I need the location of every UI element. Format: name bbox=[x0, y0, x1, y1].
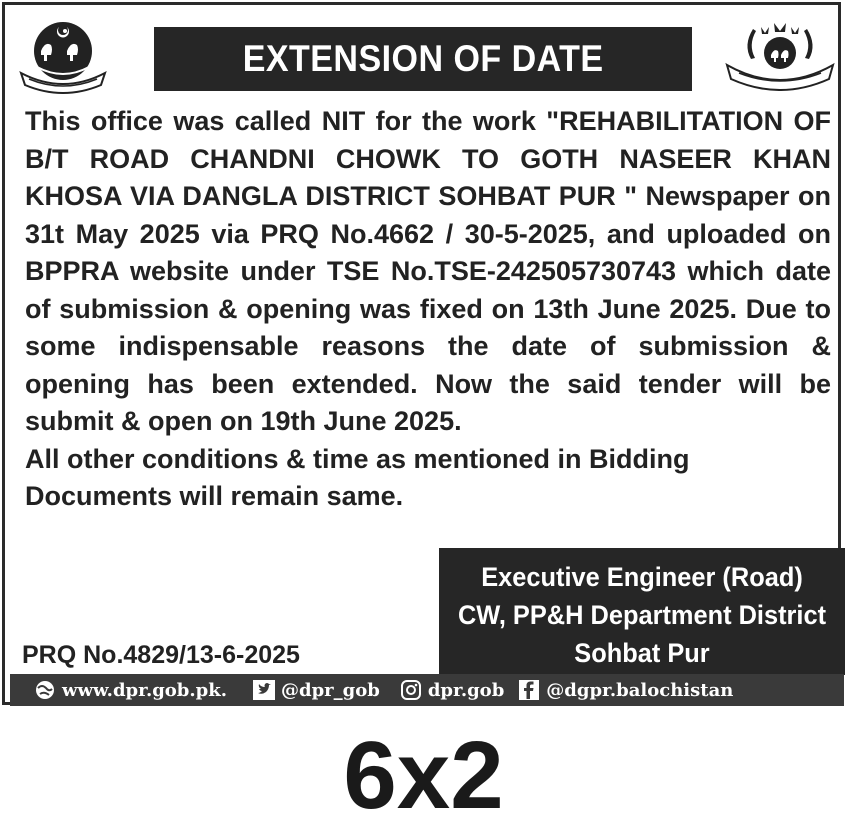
footer-bar bbox=[10, 674, 844, 706]
signature-district: Sohbat Pur bbox=[574, 638, 710, 668]
dgpr-seal-icon bbox=[721, 19, 839, 91]
globe-icon bbox=[34, 679, 56, 701]
notice-title-banner bbox=[154, 27, 692, 91]
advertisement-frame bbox=[2, 2, 841, 705]
instagram-icon bbox=[400, 679, 422, 701]
signature-designation: Executive Engineer (Road) bbox=[481, 562, 803, 592]
notice-body bbox=[25, 103, 831, 516]
twitter-icon bbox=[253, 679, 275, 701]
footer-instagram-text: dpr.gob bbox=[427, 679, 505, 701]
signature-department: CW, PP&H Department District bbox=[457, 600, 827, 630]
footer-instagram[interactable] bbox=[400, 679, 504, 701]
ad-size-label: 6x2 bbox=[343, 722, 504, 829]
notice-paragraph: This office was called NIT for the work "REHABILITATION OF B/T ROAD CHANDNI CHOWK TO GOTH NASEER KHAN KHOSA VIA DANGLA DISTRICT SOHBAT PUR " Newspaper on 31t May 2025 via PRQ No.4662 / 30-5-2025, and uploaded on BPPRA website under TSE No.TSE-242505730743 which date of submission & opening was fixed on 13th June 2025. Due to some indispensable reasons the date of submission & opening has been extended. Now the said tender will be submit & open on 19th June 2025. bbox=[25, 106, 831, 436]
notice-paragraph: All other conditions & time as mentioned in Bidding Documents will remain same. bbox=[25, 443, 690, 511]
footer-twitter-text: @dpr_gob bbox=[280, 679, 380, 701]
balochistan-emblem-icon bbox=[15, 17, 111, 97]
signature-block bbox=[439, 548, 845, 675]
footer-facebook[interactable] bbox=[518, 679, 733, 701]
prq-reference: PRQ No.4829/13-6-2025 bbox=[22, 641, 300, 669]
footer-website-text: www.dpr.gob.pk. bbox=[62, 679, 227, 701]
footer-facebook-text: @dgpr.balochistan bbox=[546, 679, 734, 701]
notice-title: EXTENSION OF DATE bbox=[242, 38, 604, 79]
facebook-icon bbox=[518, 679, 540, 701]
footer-website[interactable] bbox=[34, 679, 227, 701]
footer-twitter[interactable] bbox=[253, 679, 380, 701]
